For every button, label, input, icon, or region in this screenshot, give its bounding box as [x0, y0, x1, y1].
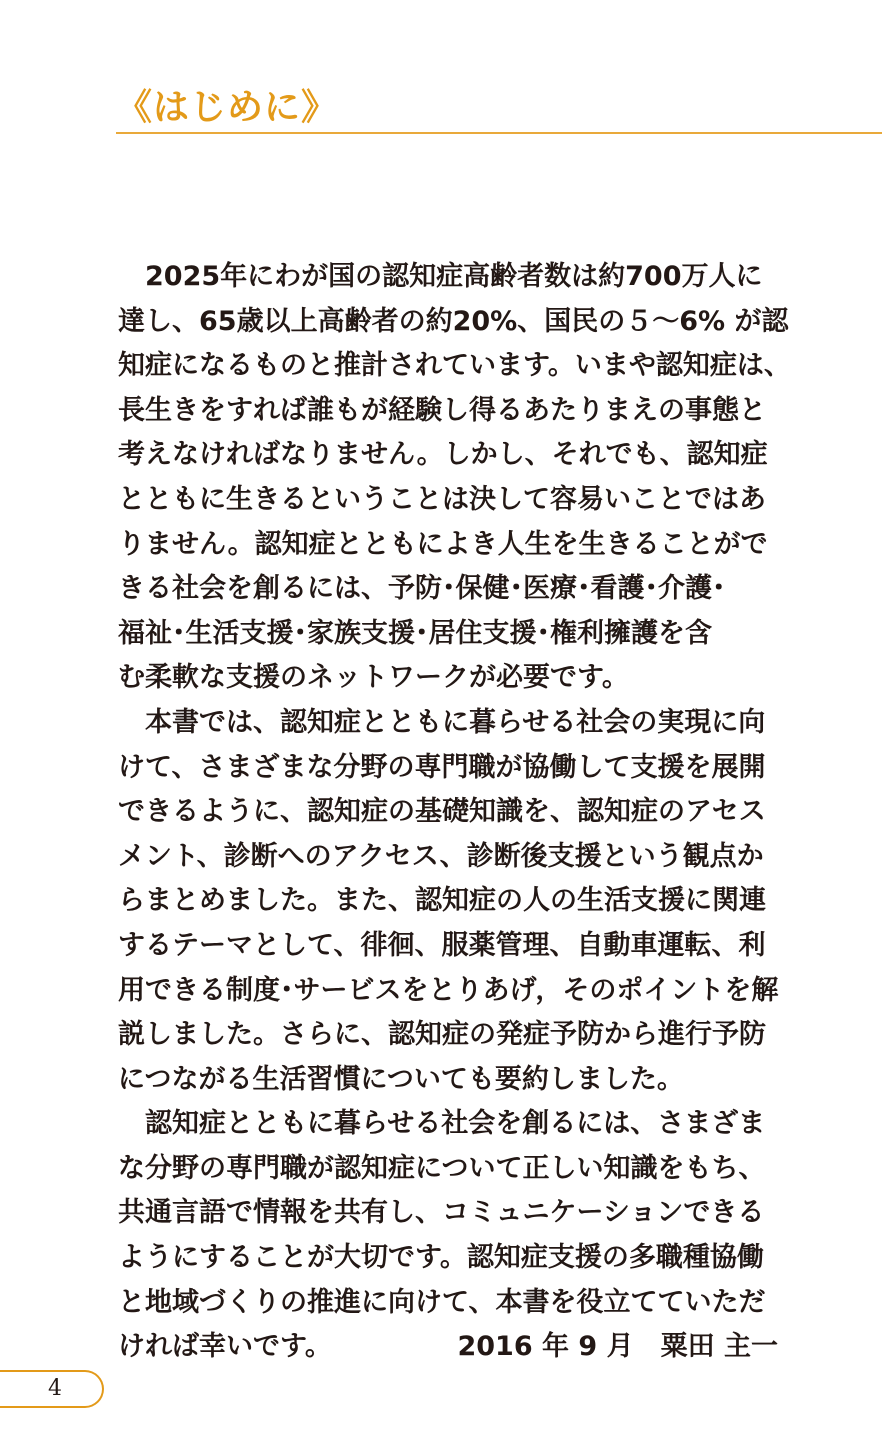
page-number: 4	[48, 1376, 62, 1401]
text-line: につながる生活習慣についても要約しました。	[118, 1063, 684, 1095]
text-line: 本書では、認知症とともに暮らせる社会の実現に向	[118, 706, 766, 738]
text-line: りません。認知症とともによき人生を生きることがで	[118, 528, 768, 560]
text-line: メント、診断へのアクセス、診断後支援という観点か	[118, 840, 764, 872]
text-line: 長生きをすれば誰もが経験し得るあたりまえの事態と	[118, 394, 766, 426]
paragraph-1	[118, 255, 791, 701]
closing-line	[118, 1325, 778, 1370]
text-line: 2025年にわが国の認知症高齢者数は約700万人に	[118, 261, 763, 292]
signature: 2016 年 9 月 粟田 主一	[457, 1331, 778, 1363]
text-line: 知症になるものと推計されています。いまや認知症は、	[118, 350, 791, 382]
paragraph-2	[118, 701, 778, 1102]
text-line: 共通言語で情報を共有し、コミュニケーションできる	[118, 1197, 765, 1229]
text-line: とともに生きるということは決して容易いことではあ	[118, 483, 766, 515]
text-line: な分野の専門職が認知症について正しい知識をもち、	[118, 1152, 766, 1184]
text-line: む柔軟な支援のネットワークが必要です。	[118, 662, 629, 694]
text-line: きる社会を創るには、予防･保健･医療･看護･介護･	[118, 573, 726, 605]
closing-text: ければ幸いです。	[118, 1331, 332, 1363]
text-line: 福祉･生活支援･家族支援･居住支援･権利擁護を含	[118, 617, 712, 649]
text-line: ようにすることが大切です。認知症支援の多職種協働	[118, 1242, 764, 1274]
text-line: 考えなければなりません。しかし、それでも、認知症	[118, 439, 768, 471]
preface-body	[118, 255, 791, 1370]
text-line: らまとめました。また、認知症の人の生活支援に関連	[118, 885, 766, 917]
text-line: けて、さまざまな分野の専門職が協働して支援を展開	[118, 751, 766, 783]
paragraph-3	[118, 1102, 778, 1370]
heading-rule	[116, 132, 882, 134]
text-line: するテーマとして、徘徊、服薬管理、自動車運転、利	[118, 929, 766, 961]
text-line: 達し、65歳以上高齢者の約20%、国民の５～6% が認	[118, 305, 789, 337]
text-line: 認知症とともに暮らせる社会を創るには、さまざま	[118, 1108, 766, 1140]
page-heading: 《はじめに》	[116, 87, 339, 128]
text-line: と地域づくりの推進に向けて、本書を役立てていただ	[118, 1286, 766, 1318]
text-line: 説しました。さらに、認知症の発症予防から進行予防	[118, 1019, 766, 1051]
text-line: できるように、認知症の基礎知識を、認知症のアセス	[118, 796, 766, 828]
text-line: 用できる制度･サービスをとりあげ，そのポイントを解	[118, 974, 779, 1006]
